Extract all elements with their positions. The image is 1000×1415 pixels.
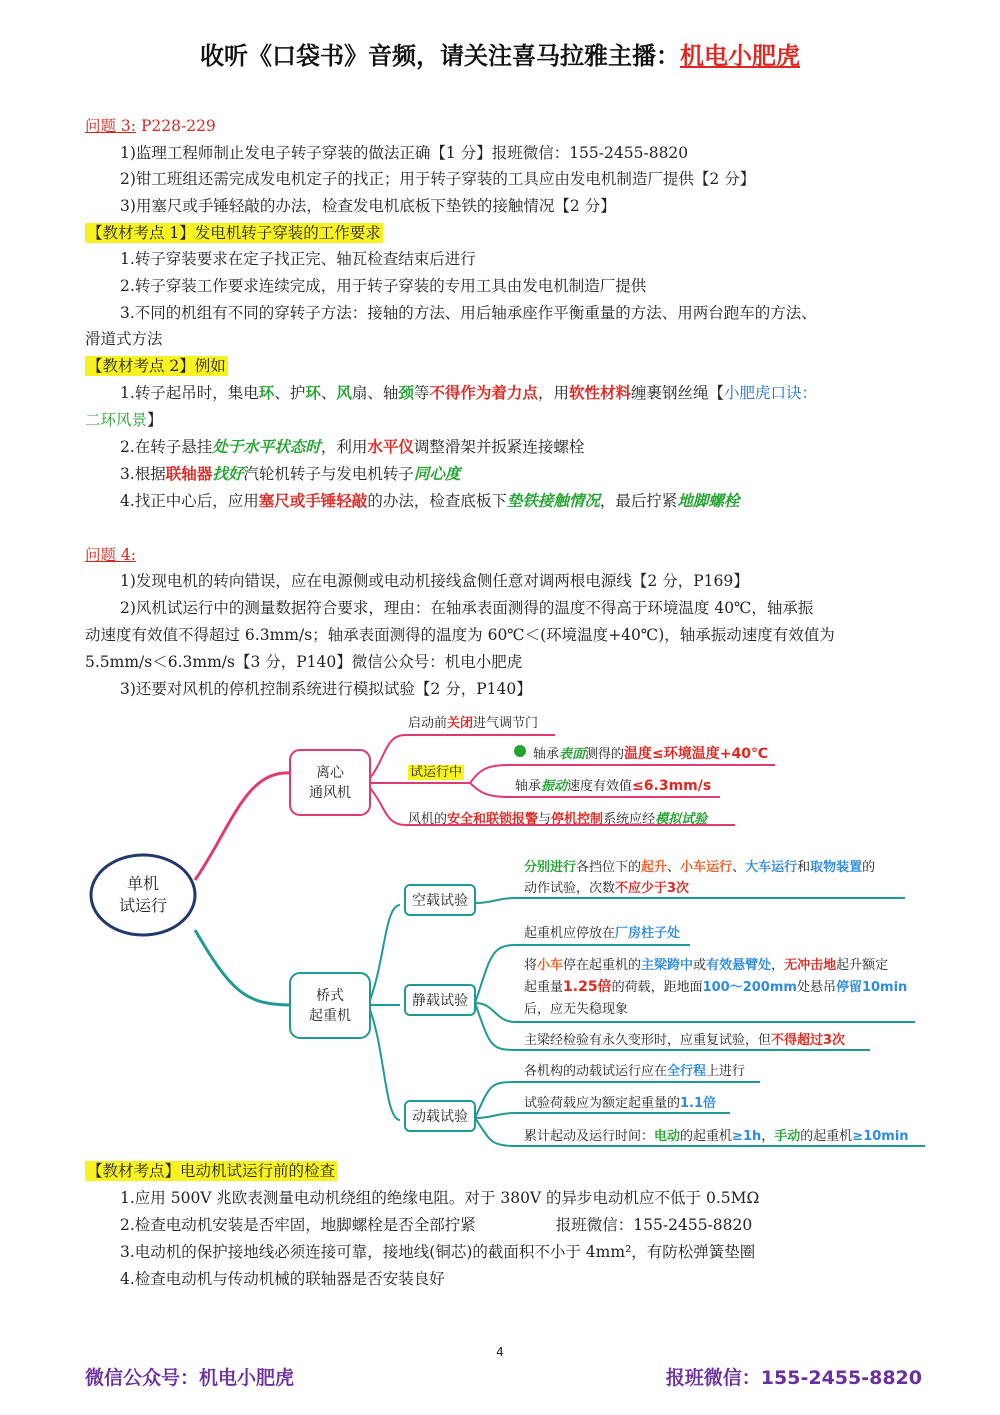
kp2-item-1-cont bbox=[85, 409, 163, 431]
t: ≤6.3mm/s bbox=[632, 778, 712, 794]
static-line-1 bbox=[524, 922, 680, 941]
t: 的起重机 bbox=[680, 1129, 733, 1144]
footer-right: 报班微信：155-2455-8820 bbox=[665, 1367, 922, 1389]
t: 无冲击地 bbox=[784, 958, 837, 973]
t: 1.转子起吊时，集电 bbox=[120, 384, 259, 402]
fan-line-2: 通风机 bbox=[309, 785, 351, 801]
root-line-2: 试运行 bbox=[118, 896, 167, 915]
t: 各机构的动载试运行应在 bbox=[524, 1064, 668, 1079]
t: 起重量 bbox=[524, 980, 564, 995]
t: 的荷载，距地面 bbox=[611, 980, 703, 995]
root-line-1: 单机 bbox=[126, 874, 159, 893]
t: 4.找正中心后，应用 bbox=[120, 492, 259, 510]
mnemonic: 二环风景 bbox=[85, 411, 148, 429]
t: 、护 bbox=[274, 384, 306, 402]
q3-answer-2: 2)钳工班组还需完成发电机定子的找正；用于转子穿装的工具应由发电机制造厂提供【2 分】 bbox=[120, 170, 756, 188]
t: 扇、轴 bbox=[351, 384, 399, 402]
t: 停在起重机的 bbox=[563, 958, 642, 973]
static-line-5 bbox=[524, 1029, 845, 1048]
t: 和 bbox=[797, 860, 811, 875]
kp3-wechat: 报班微信：155-2455-8820 bbox=[555, 1216, 753, 1234]
q3-answer-3: 3)用塞尺或手锤轻敲的办法，检查发电机底板下垫铁的接触情况【2 分】 bbox=[120, 197, 616, 215]
footer-left: 微信公众号：机电小肥虎 bbox=[85, 1367, 295, 1389]
header-text: 收听《口袋书》音频，请关注喜马拉雅主播： bbox=[200, 42, 680, 70]
t: 各挡位下的 bbox=[576, 860, 642, 875]
dynamic-test-node: 动载试验 bbox=[412, 1109, 468, 1125]
t: 主梁跨中 bbox=[641, 958, 694, 973]
t: 处于水平状态时 bbox=[212, 437, 321, 456]
t: ， bbox=[771, 958, 785, 973]
t: 的办法，检查底板下 bbox=[367, 492, 507, 510]
t: 的 bbox=[862, 860, 876, 875]
t: ，用 bbox=[537, 384, 569, 402]
kp1-item-3-cont: 滑道式方法 bbox=[85, 330, 163, 348]
dynamic-line-2 bbox=[524, 1092, 716, 1111]
root-node bbox=[100, 873, 186, 917]
t: 塞尺或手锤轻敲 bbox=[258, 491, 368, 510]
kp1-title-text: 【教材考点 1】发电机转子穿装的工作要求 bbox=[87, 224, 381, 242]
kp2-item-2 bbox=[120, 436, 584, 458]
t: 试验荷载应为额定起重量的 bbox=[524, 1096, 681, 1111]
t: 地脚螺栓 bbox=[677, 491, 740, 510]
t: 停机控制 bbox=[551, 812, 604, 827]
q4-answer-2-cont2: 5.5mm/s＜6.3mm/s【3 分，P140】微信公众号：机电小肥虎 bbox=[85, 653, 523, 671]
header-anchor-name: 机电小肥虎 bbox=[680, 42, 800, 70]
t: 测得的 bbox=[585, 747, 625, 762]
t: 同心度 bbox=[413, 464, 461, 483]
t: 、 bbox=[320, 384, 337, 402]
t: 或 bbox=[693, 958, 707, 973]
t: 厂房柱子处 bbox=[615, 926, 681, 941]
t: ，利用 bbox=[320, 438, 368, 456]
t: 表面 bbox=[559, 747, 586, 762]
t: 停留10min bbox=[835, 980, 908, 995]
t: 环 bbox=[258, 383, 275, 402]
kp2-item-1 bbox=[120, 382, 817, 404]
page-header bbox=[0, 36, 1000, 71]
t: 取物装置 bbox=[810, 860, 863, 875]
q4-answer-2: 2)风机试运行中的测量数据符合要求，理由：在轴承表面测得的温度不得高于环境温度 40℃，轴承振 bbox=[120, 599, 814, 617]
t: 轴承 bbox=[515, 779, 542, 794]
t: 起升 bbox=[641, 860, 668, 875]
t: 颈 bbox=[398, 383, 414, 402]
t: 手动 bbox=[774, 1129, 801, 1144]
kp1-item-2: 2.转子穿装工作要求连续完成，用于转子穿装的专用工具由发电机制造厂提供 bbox=[120, 277, 647, 295]
t: 分别进行 bbox=[524, 860, 577, 875]
t: 找好 bbox=[212, 464, 244, 483]
noload-test-node: 空载试验 bbox=[412, 893, 468, 909]
static-line-4: 后，应无失稳现象 bbox=[524, 1002, 629, 1017]
q4-heading bbox=[85, 544, 136, 566]
fan-trial-label bbox=[408, 761, 464, 780]
t: 有效悬臂处 bbox=[706, 958, 772, 973]
q3-pages: P228-229 bbox=[140, 117, 216, 135]
t: 缠裹钢丝绳【 bbox=[630, 384, 724, 402]
t: 1.25倍 bbox=[563, 979, 612, 995]
static-line-3 bbox=[524, 976, 907, 996]
t: 累计起动及运行时间： bbox=[524, 1129, 655, 1144]
kp3-item-1: 1.应用 500V 兆欧表测量电动机绕组的绝缘电阻。对于 380V 的异步电动机应不低于 0.5MΩ bbox=[120, 1189, 760, 1207]
q4-answer-3: 3)还要对风机的停机控制系统进行模拟试验【2 分，P140】 bbox=[120, 680, 532, 698]
t: 起升额定 bbox=[836, 958, 889, 973]
t: 汽轮机转子与发电机转子 bbox=[243, 465, 414, 483]
t: 轴承 bbox=[533, 747, 560, 762]
crane-node bbox=[290, 986, 370, 1026]
kp3-title bbox=[85, 1160, 337, 1182]
noload-line-2 bbox=[524, 877, 689, 896]
mindmap-connectors bbox=[0, 705, 1000, 1165]
t: 大车运行 bbox=[745, 860, 798, 875]
q3-answer-1: 1)监理工程师制止发电子转子穿装的做法正确【1 分】报班微信：155-2455-8820 bbox=[120, 144, 689, 162]
t: 电动 bbox=[654, 1129, 681, 1144]
t: 不应少于3次 bbox=[615, 881, 690, 896]
t: 3.根据 bbox=[120, 465, 166, 483]
kp3-title-text: 【教材考点】电动机试运行前的检查 bbox=[87, 1162, 336, 1180]
t: 1.1倍 bbox=[680, 1096, 717, 1111]
t: 环 bbox=[305, 383, 321, 402]
t: 将 bbox=[524, 958, 538, 973]
q4-label: 问题 4: bbox=[85, 546, 137, 564]
kp2-title-text: 【教材考点 2】例如 bbox=[87, 357, 226, 375]
t: 】 bbox=[147, 411, 163, 429]
kp1-title bbox=[85, 222, 383, 244]
t: 进气调节门 bbox=[473, 716, 539, 731]
q4-answer-2-cont: 动速度有效值不得超过 6.3mm/s；轴承表面测得的温度为 60℃＜(环境温度+40℃)，轴承振动速度有效值为 bbox=[85, 626, 835, 644]
t: 上进行 bbox=[706, 1064, 746, 1079]
fan-safety-test bbox=[408, 808, 707, 827]
kp1-item-3: 3.不同的机组有不同的穿转子方法：接轴的方法、用后轴承座作平衡重量的方法、用两台跑车的方法、 bbox=[120, 304, 817, 322]
crane-line-1: 桥式 bbox=[316, 988, 344, 1004]
kp1-item-1: 1.转子穿装要求在定子找正完、轴瓦检查结束后进行 bbox=[120, 250, 476, 268]
t: 主梁经检验有永久变形时，应重复试验，但 bbox=[524, 1033, 772, 1048]
t: 与 bbox=[538, 812, 552, 827]
fan-line-1: 离心 bbox=[316, 765, 344, 781]
t: 垫铁接触情况 bbox=[506, 491, 600, 510]
fan-bearing-temp bbox=[533, 743, 768, 763]
t: 处悬吊 bbox=[796, 980, 836, 995]
noload-line-1 bbox=[524, 856, 875, 875]
t: 风 bbox=[336, 383, 352, 402]
kp2-item-4 bbox=[120, 490, 739, 512]
t: 联轴器 bbox=[165, 464, 213, 483]
t: 软性材料 bbox=[568, 383, 631, 402]
t: 温度≤环境温度+40℃ bbox=[624, 746, 768, 762]
t: 振动 bbox=[541, 779, 568, 794]
q3-label: 问题 3: bbox=[85, 117, 137, 135]
kp3-item-2 bbox=[120, 1214, 752, 1236]
static-line-2 bbox=[524, 954, 888, 973]
t: 小车运行 bbox=[680, 860, 733, 875]
static-test-node: 静载试验 bbox=[412, 993, 468, 1009]
page-number: 4 bbox=[496, 1345, 504, 1359]
q3-heading bbox=[85, 115, 216, 137]
t: 系统应经 bbox=[603, 812, 656, 827]
t: 风机的 bbox=[408, 812, 448, 827]
t: 的起重机 bbox=[800, 1129, 853, 1144]
t: 不得超过3次 bbox=[771, 1033, 846, 1048]
t: 等 bbox=[413, 384, 430, 402]
t: 动作试验，次数 bbox=[524, 881, 616, 896]
t: 模拟试验 bbox=[655, 812, 708, 827]
fan-before-start bbox=[408, 712, 538, 731]
kp3-item-4: 4.检查电动机与传动机械的联轴器是否安装良好 bbox=[120, 1270, 445, 1288]
kp2-title bbox=[85, 355, 228, 377]
fan-bearing-vibration bbox=[515, 775, 711, 794]
t: 小车 bbox=[537, 958, 564, 973]
t: 、 bbox=[732, 860, 746, 875]
t: 试运行中 bbox=[410, 765, 463, 780]
t: ≥10min bbox=[852, 1129, 909, 1144]
crane-line-2: 起重机 bbox=[309, 1008, 351, 1024]
t: ， bbox=[761, 1129, 775, 1144]
t: 2.在转子悬挂 bbox=[120, 438, 213, 456]
dynamic-line-1 bbox=[524, 1060, 745, 1079]
t: ≥1h bbox=[732, 1129, 762, 1144]
t: 调整滑架并扳紧连接螺栓 bbox=[413, 438, 585, 456]
t: 启动前 bbox=[408, 716, 448, 731]
t: 安全和联锁报警 bbox=[447, 812, 539, 827]
kp2-item-3 bbox=[120, 463, 460, 485]
t: 起重机应停放在 bbox=[524, 926, 616, 941]
t: 全行程 bbox=[667, 1064, 707, 1079]
t: 关闭 bbox=[447, 716, 474, 731]
t: 水平仪 bbox=[367, 437, 414, 456]
t: 不得作为着力点 bbox=[429, 383, 538, 402]
q4-answer-1: 1)发现电机的转向错误，应在电源侧或电动机接线盒侧任意对调两根电源线【2 分，P169】 bbox=[120, 572, 749, 590]
t: ，最后拧紧 bbox=[599, 492, 678, 510]
t: 100～200mm bbox=[702, 980, 797, 995]
t: 速度有效值 bbox=[567, 779, 633, 794]
fan-node bbox=[290, 763, 370, 803]
t: 、 bbox=[667, 860, 681, 875]
kp3-item-3: 3.电动机的保护接地线必须连接可靠，接地线(铜芯)的截面积不小于 4mm²，有防松弹簧垫圈 bbox=[120, 1243, 756, 1261]
dynamic-line-3 bbox=[524, 1125, 909, 1144]
t: 小肥虎口诀： bbox=[723, 384, 817, 402]
t: 2.检查电动机安装是否牢固，地脚螺栓是否全部拧紧 bbox=[120, 1216, 476, 1234]
